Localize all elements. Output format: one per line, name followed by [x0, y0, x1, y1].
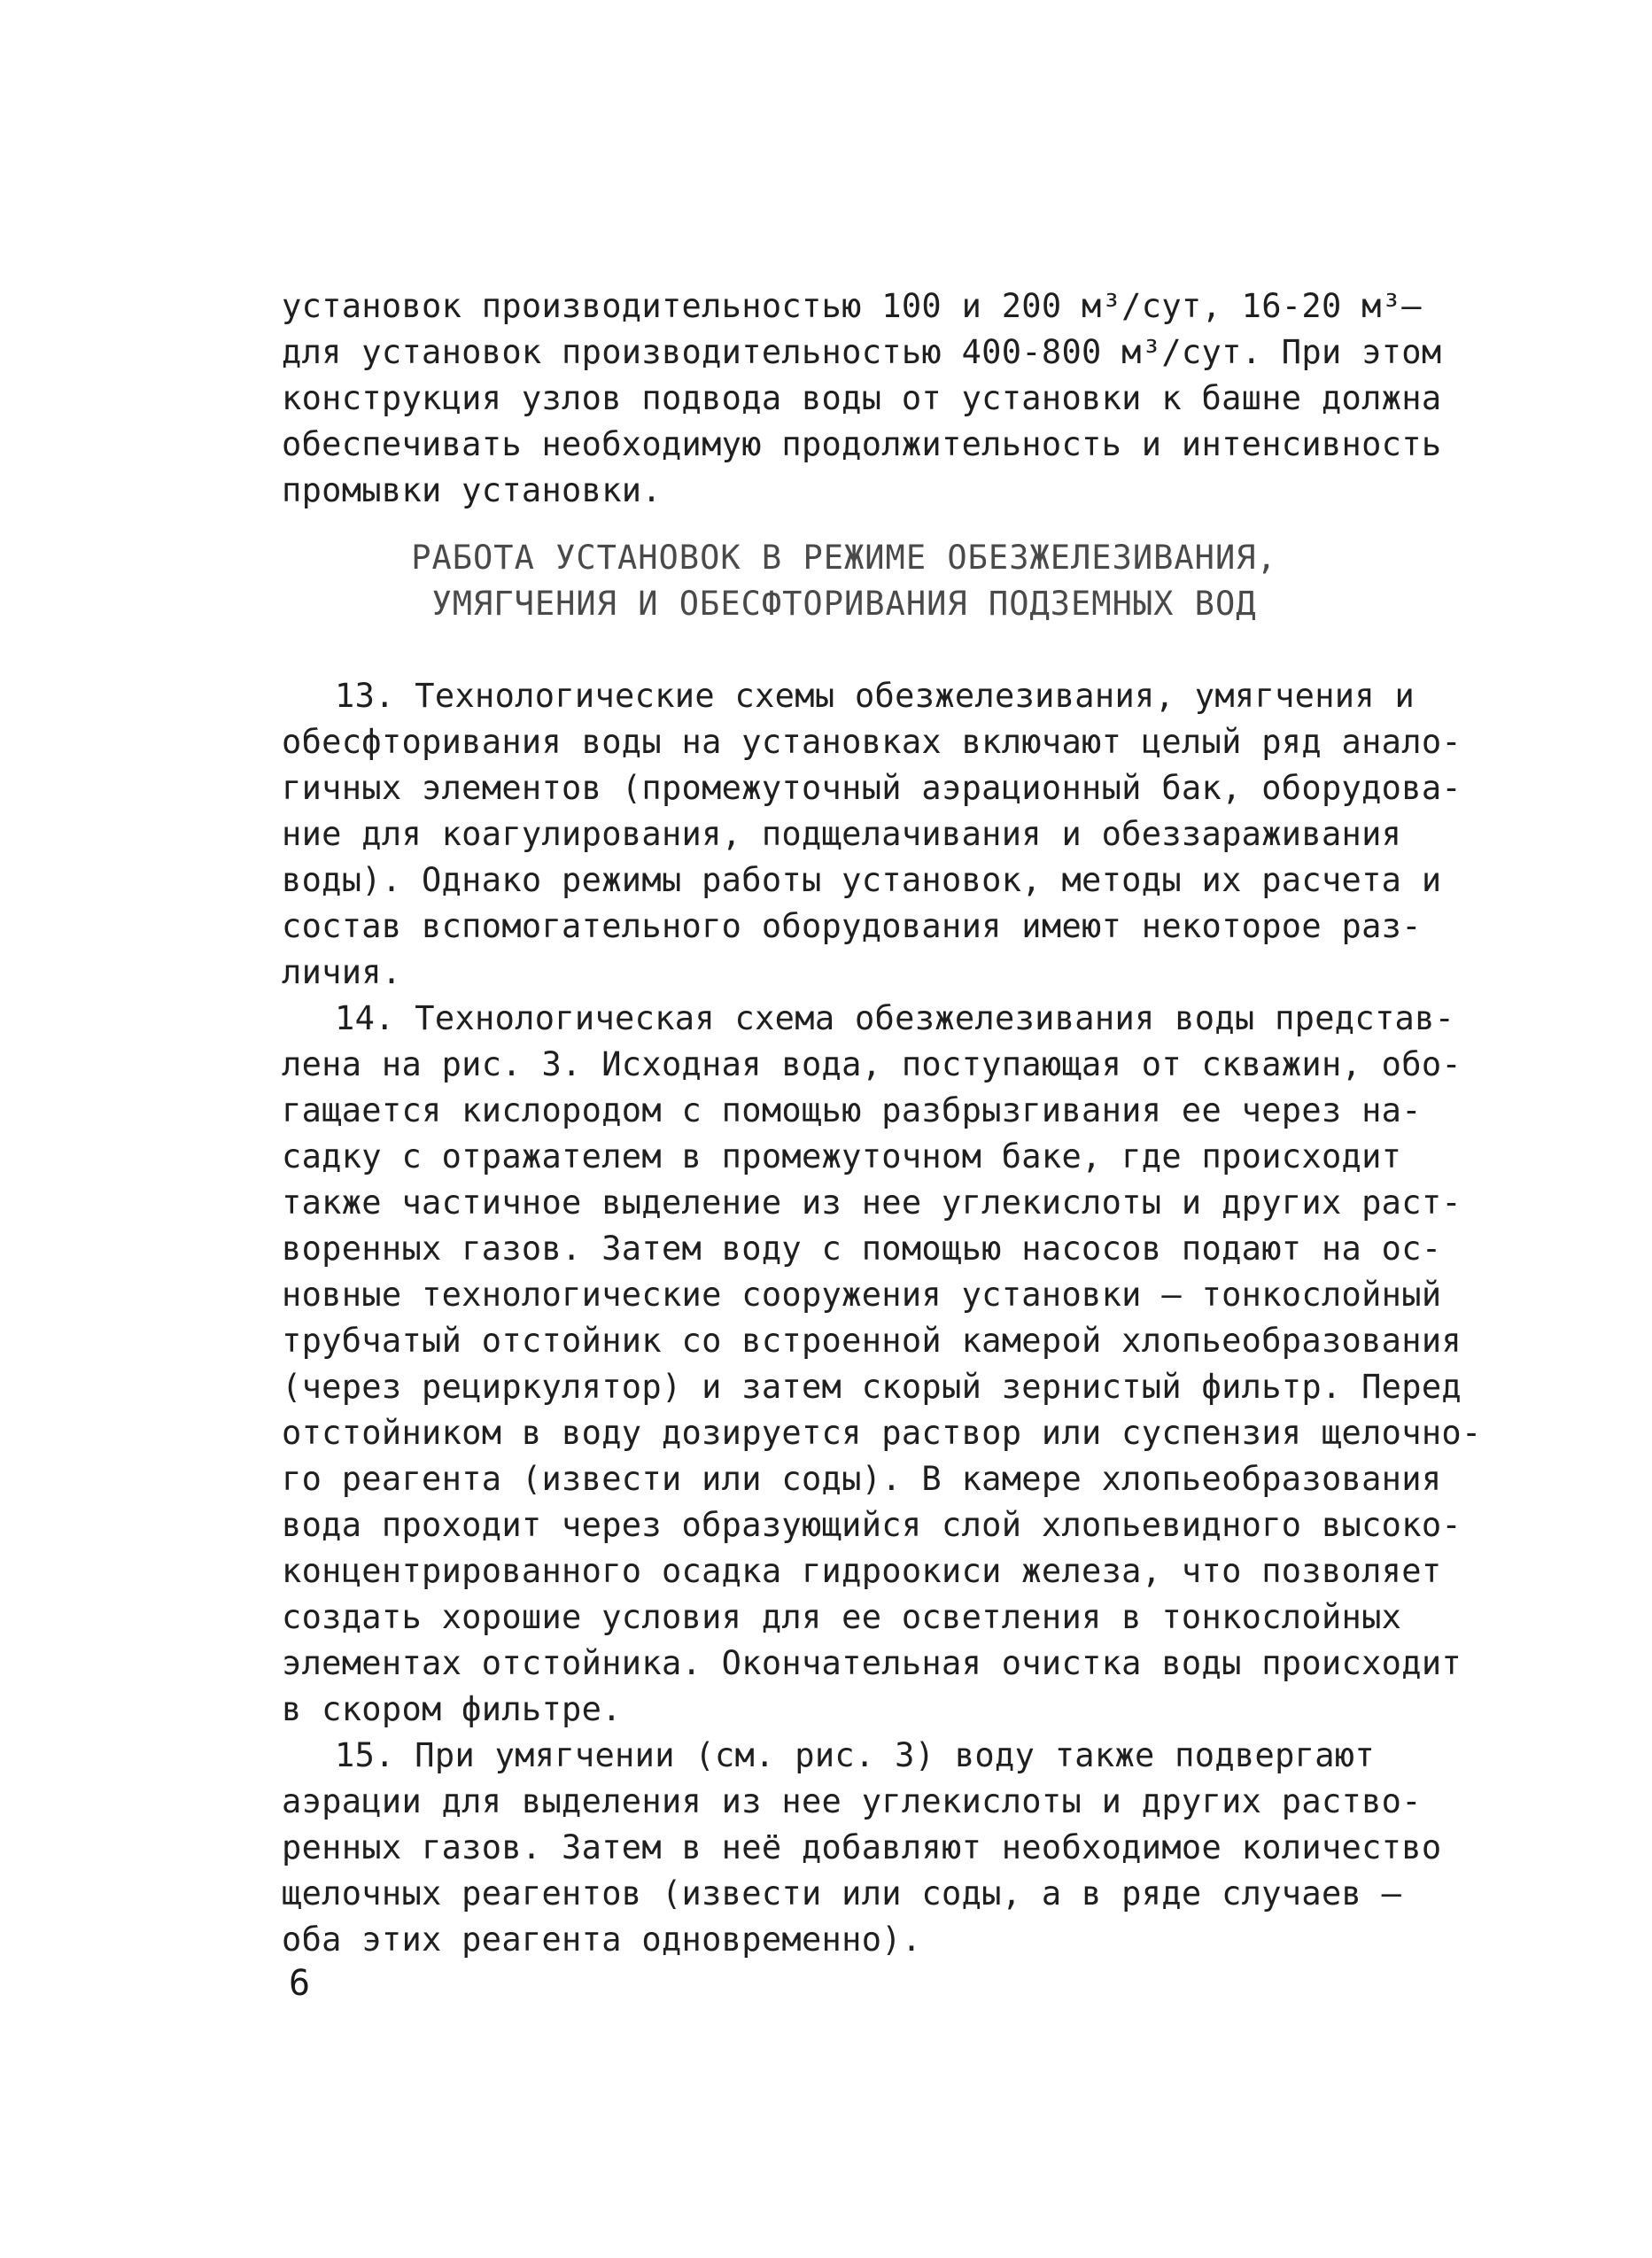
text-line: воды). Однако режимы работы установок, методы их расчета и — [282, 861, 1442, 899]
paragraph-13-start: 13. Технологические схемы обезжелезивания, умягчения и — [335, 677, 1415, 715]
text-line: щелочных реагентов (извести или соды, а в ряде случаев — — [282, 1874, 1402, 1913]
text-line: промывки установки. — [282, 471, 662, 509]
text-line: трубчатый отстойник со встроенной камерой хлопьеобразования — [282, 1322, 1462, 1360]
text-line: вода проходит через образующийся слой хлопьевидного высоко- — [282, 1506, 1462, 1544]
text-line: ренных газов. Затем в неё добавляют необходимое количество — [282, 1828, 1442, 1866]
text-line: гичных элементов (промежуточный аэрационный бак, оборудова- — [282, 769, 1462, 807]
text-line: оба этих реагента одновременно). — [282, 1920, 922, 1959]
text-line: (через рециркулятор) и затем скорый зернистый фильтр. Перед — [282, 1368, 1462, 1406]
text-line: для установок производительностью 400-800 м³/сут. При этом — [282, 333, 1442, 371]
text-line: воренных газов. Затем воду с помощью насосов подают на ос- — [282, 1230, 1442, 1268]
paragraph-14-start: 14. Технологическая схема обезжелезивания воды представ- — [335, 999, 1455, 1037]
body-paragraphs — [282, 673, 1482, 1963]
text-line: ние для коагулирования, подщелачивания и обеззараживания — [282, 815, 1402, 853]
heading-line: УМЯГЧЕНИЯ И ОБЕСФТОРИВАНИЯ ПОДЗЕМНЫХ ВОД — [431, 585, 1257, 623]
text-line: элементах отстойника. Окончательная очистка воды происходит — [282, 1644, 1462, 1682]
text-line: личия. — [282, 953, 402, 991]
paragraph-15-start: 15. При умягчении (см. рис. 3) воду также подвергают — [335, 1736, 1375, 1774]
text-line: также частичное выделение из нее углекислоты и других раст- — [282, 1183, 1462, 1222]
text-line: конструкция узлов подвода воды от установки к башне должна — [282, 379, 1442, 417]
text-line: новные технологические сооружения установки — тонкослойный — [282, 1276, 1442, 1314]
text-line: обеспечивать необходимую продолжительность и интенсивность — [282, 425, 1442, 463]
text-line: состав вспомогательного оборудования имеют некоторое раз- — [282, 907, 1422, 945]
heading-line: РАБОТА УСТАНОВОК В РЕЖИМЕ ОБЕЗЖЕЛЕЗИВАНИЯ, — [411, 539, 1277, 577]
text-line: лена на рис. 3. Исходная вода, поступающая от скважин, обо- — [282, 1045, 1462, 1083]
text-line: го реагента (извести или соды). В камере хлопьеобразования — [282, 1460, 1442, 1498]
text-line: обесфторивания воды на установках включают целый ряд анало- — [282, 723, 1462, 761]
section-heading — [282, 535, 1407, 627]
text-line: отстойником в воду дозируется раствор или суспензия щелочно- — [282, 1414, 1482, 1452]
text-line: садку с отражателем в промежуточном баке, где происходит — [282, 1137, 1402, 1176]
intro-paragraph — [282, 283, 1442, 514]
text-line: установок производительностью 100 и 200 м³/сут, 16-20 м³— — [282, 287, 1422, 325]
text-line: аэрации для выделения из нее углекислоты и других раство- — [282, 1782, 1422, 1820]
text-line: создать хорошие условия для ее осветления в тонкослойных — [282, 1598, 1402, 1636]
text-line: концентрированного осадка гидроокиси железа, что позволяет — [282, 1552, 1442, 1590]
text-line: в скором фильтре. — [282, 1690, 622, 1728]
text-line: гащается кислородом с помощью разбрызгивания ее через на- — [282, 1091, 1422, 1129]
page-number: 6 — [289, 1963, 311, 2004]
